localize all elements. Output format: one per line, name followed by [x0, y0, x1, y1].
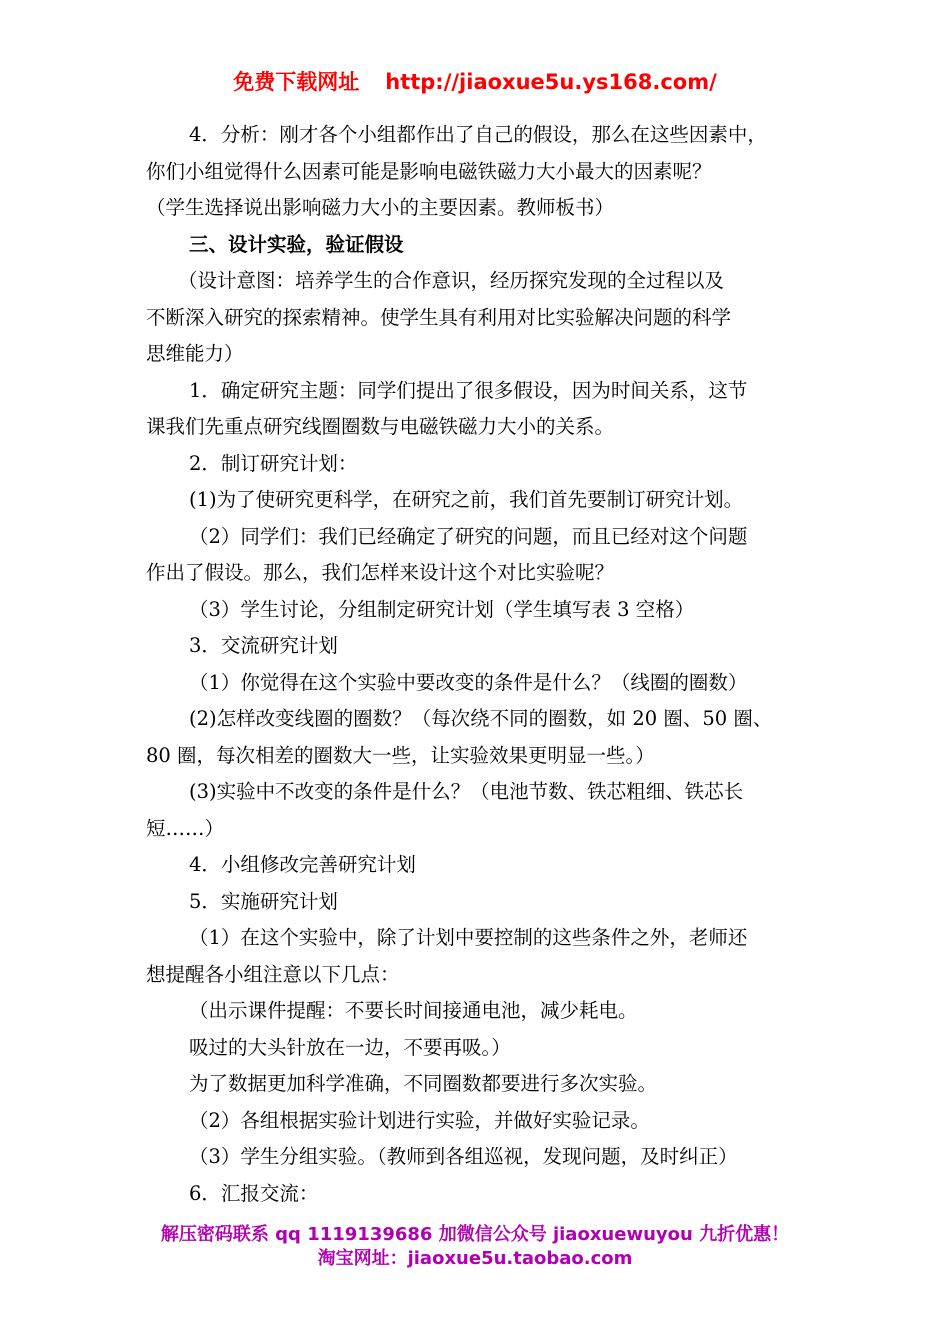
paragraph-line: 4．小组修改完善研究计划 — [189, 853, 416, 876]
paragraph-line: （3）学生讨论，分组制定研究计划（学生填写表 3 空格） — [189, 597, 695, 621]
paragraph-line: 2．制订研究计划： — [189, 451, 358, 475]
paragraph-line: 思维能力） — [146, 342, 244, 365]
paragraph-line: 为了数据更加科学准确，不同圈数都要进行多次实验。 — [189, 1072, 658, 1095]
footer-contact: 解压密码联系 qq 1119139686 加微信公众号 jiaoxuewuyou 九折优惠！ — [160, 1224, 790, 1245]
document-body — [146, 117, 810, 1212]
paragraph-line: 吸过的大头针放在一边，不要再吸。） — [189, 1035, 511, 1059]
paragraph-line: 80 圈，每次相差的圈数大一些，让实验效果更明显一些。） — [146, 743, 655, 767]
paragraph-line: 1．确定研究主题：同学们提出了很多假设，因为时间关系，这节 — [189, 378, 748, 402]
paragraph-line: (3)实验中不改变的条件是什么？（电池节数、铁芯粗细、铁芯长 — [189, 780, 744, 803]
paragraph-line: （1）你觉得在这个实验中要改变的条件是什么？（线圈的圈数） — [189, 670, 748, 694]
paragraph-line: （出示课件提醒：不要长时间接通电池，减少耗电。 — [189, 999, 638, 1022]
paragraph-line: （2）各组根据实验计划进行实验，并做好实验记录。 — [189, 1108, 650, 1132]
paragraph-line: （2）同学们：我们已经确定了研究的问题，而且已经对这个问题 — [189, 524, 748, 548]
paragraph-line: 作出了假设。那么，我们怎样来设计这个对比实验呢？ — [146, 561, 615, 584]
paragraph-line: （1）在这个实验中，除了计划中要控制的这些条件之外，老师还 — [189, 926, 748, 949]
footer-shop-link[interactable]: 淘宝网址：jiaoxue5u.taobao.com — [317, 1248, 633, 1269]
paragraph-line: 短……） — [146, 816, 225, 840]
paragraph-line: 想提醒各小组注意以下几点： — [146, 962, 400, 986]
paragraph-line: 6．汇报交流： — [189, 1181, 319, 1205]
paragraph-line: (2)怎样改变线圈的圈数？（每次绕不同的圈数，如 20 圈、50 圈、 — [189, 707, 773, 730]
paragraph-line: 4．分析：刚才各个小组都作出了自己的假设，那么在这些因素中， — [189, 123, 767, 146]
header-label: 免费下载网址 — [233, 70, 360, 94]
paragraph-line: 5．实施研究计划 — [189, 889, 338, 913]
paragraph-line: （学生选择说出影响磁力大小的主要因素。教师板书） — [146, 196, 615, 219]
paragraph-line: 课我们先重点研究线圈圈数与电磁铁磁力大小的关系。 — [146, 415, 615, 438]
header-url-link[interactable]: http://jiaoxue5u.ys168.com/ — [385, 70, 717, 94]
paragraph-line: (1)为了使研究更科学，在研究之前，我们首先要制订研究计划。 — [189, 488, 744, 511]
paragraph-line: 不断深入研究的探索精神。使学生具有利用对比实验解决问题的科学 — [146, 305, 732, 329]
paragraph-line: 你们小组觉得什么因素可能是影响电磁铁磁力大小最大的因素呢？ — [146, 159, 712, 183]
download-header — [0, 66, 950, 96]
paragraph-line: 3．交流研究计划 — [189, 634, 338, 657]
paragraph-line: （设计意图：培养学生的合作意识，经历探究发现的全过程以及 — [178, 269, 725, 292]
section-heading: 三、设计实验，验证假设 — [189, 232, 404, 256]
paragraph-line: （3）学生分组实验。（教师到各组巡视，发现问题，及时纠正） — [189, 1145, 738, 1168]
